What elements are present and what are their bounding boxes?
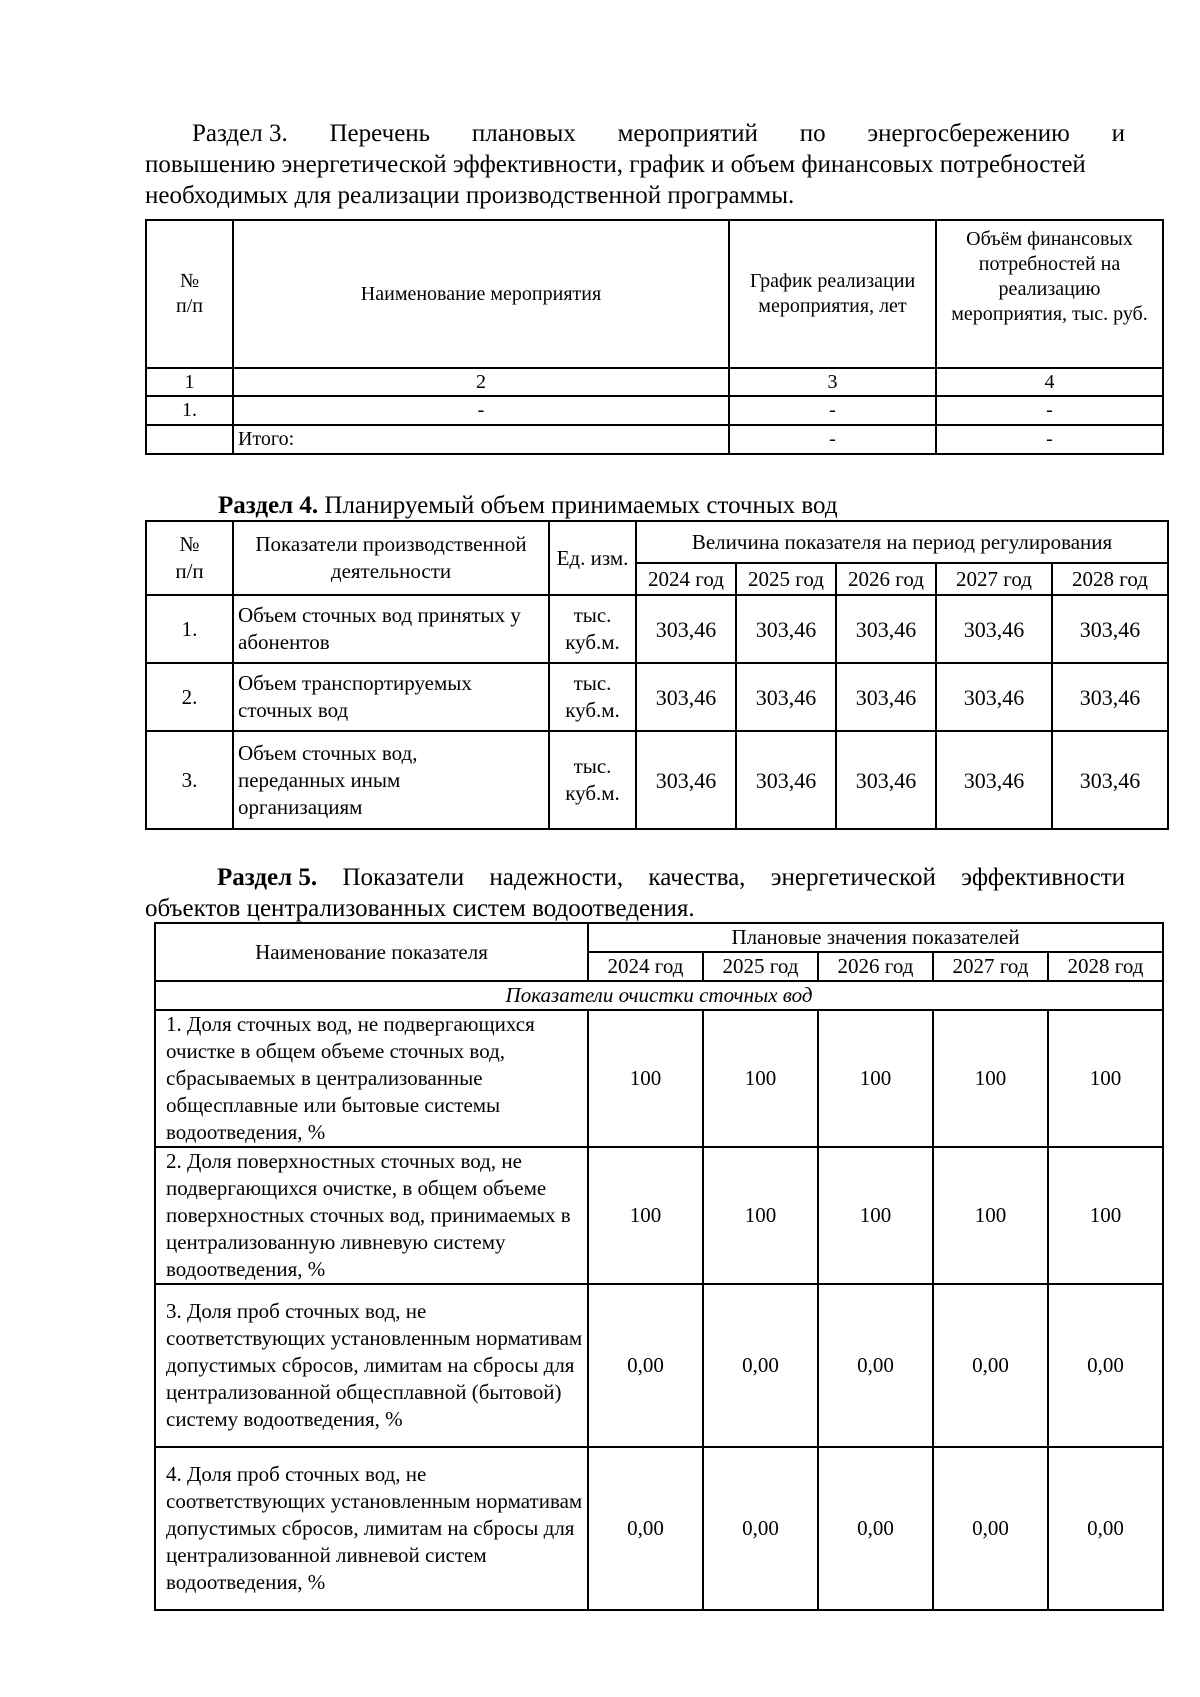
row-value: 100 — [818, 1147, 933, 1284]
header-activity-name: Наименование мероприятия — [233, 220, 729, 368]
col-number: 1 — [146, 368, 233, 396]
total-label: Итого: — [233, 425, 729, 454]
header-year: 2024 год — [588, 952, 703, 981]
row-value: 303,46 — [736, 663, 836, 731]
header-unit: Ед. изм. — [549, 521, 636, 595]
section3-table — [145, 219, 1164, 455]
total-schedule: - — [729, 425, 936, 454]
section4-label: Раздел 4. — [218, 492, 319, 519]
section3-title-word: плановых — [471, 120, 576, 147]
header-year: 2026 год — [818, 952, 933, 981]
row-value: 0,00 — [1048, 1447, 1163, 1610]
section3-title-word: энергосбережению — [867, 120, 1070, 147]
section3-title — [145, 118, 1125, 211]
header-year: 2027 год — [933, 952, 1048, 981]
row-indicator: Объем сточных вод принятых у абонентов — [233, 595, 549, 663]
row-indicator: 2. Доля поверхностных сточных вод, не подвергающихся очистке, в общем объеме поверхностных сточных вод, принимаемых в централизованную ливневую систему водоотведения, % — [155, 1147, 588, 1284]
section3-title-word: по — [799, 120, 826, 147]
section5-label: Раздел 5. — [217, 864, 318, 891]
row-indicator: 1. Доля сточных вод, не подвергающихся очистке в общем объеме сточных вод, сбрасываемых в централизованные общесплавные или бытовые системы водоотведения, % — [155, 1010, 588, 1147]
row-value: 303,46 — [1052, 663, 1168, 731]
total-row — [146, 425, 1163, 454]
row-value: 303,46 — [836, 595, 936, 663]
total-finance: - — [936, 425, 1163, 454]
header-year: 2028 год — [1048, 952, 1163, 981]
section5-title-rest: объектов централизованных систем водоотведения. — [145, 895, 695, 922]
table-row — [155, 1447, 1163, 1610]
row-value: 303,46 — [936, 731, 1052, 829]
header-year: 2026 год — [836, 563, 936, 595]
row-num: 2. — [146, 663, 233, 731]
table-row — [146, 396, 1163, 425]
row-value: 303,46 — [736, 731, 836, 829]
header-year: 2025 год — [736, 563, 836, 595]
row-value: 303,46 — [836, 663, 936, 731]
row-schedule: - — [729, 396, 936, 425]
section5-title-line1 — [145, 862, 1125, 893]
row-value: 100 — [588, 1010, 703, 1147]
row-num: 1. — [146, 595, 233, 663]
header-period: Величина показателя на период регулирования — [636, 521, 1168, 563]
row-value: 100 — [1048, 1147, 1163, 1284]
table-row — [155, 1284, 1163, 1447]
section5-table — [154, 922, 1164, 1611]
header-schedule: График реализации мероприятия, лет — [729, 220, 936, 368]
row-value: 0,00 — [588, 1447, 703, 1610]
section4-table — [145, 520, 1169, 830]
section5-title — [145, 862, 1125, 924]
row-value: 303,46 — [836, 731, 936, 829]
section3-title-word: и — [1111, 120, 1125, 147]
row-value: 0,00 — [703, 1447, 818, 1610]
header-indicator-name: Наименование показателя — [155, 923, 588, 981]
table-row — [146, 731, 1168, 829]
section5-title-word: качества, — [648, 864, 746, 891]
table-row — [146, 663, 1168, 731]
col-number: 2 — [233, 368, 729, 396]
row-indicator: 3. Доля проб сточных вод, не соответствующих установленным нормативам допустимых сбросов, лимитам на сбросы для централизованной общесплавной (бытовой) систему водоотведения, % — [155, 1284, 588, 1447]
header-num: № п/п — [146, 521, 233, 595]
row-unit: тыс. куб.м. — [549, 731, 636, 829]
col-number: 4 — [936, 368, 1163, 396]
row-value: 303,46 — [636, 595, 736, 663]
header-year: 2027 год — [936, 563, 1052, 595]
header-num: № п/п — [146, 220, 233, 368]
header-year: 2028 год — [1052, 563, 1168, 595]
row-value: 100 — [818, 1010, 933, 1147]
row-finance: - — [936, 396, 1163, 425]
row-value: 303,46 — [636, 731, 736, 829]
row-unit: тыс. куб.м. — [549, 595, 636, 663]
header-finance: Объём финансовых потребностей на реализацию мероприятия, тыс. руб. — [936, 220, 1163, 368]
table-row — [146, 595, 1168, 663]
row-activity: - — [233, 396, 729, 425]
row-num: 1. — [146, 396, 233, 425]
table-row — [155, 1147, 1163, 1284]
col-number: 3 — [729, 368, 936, 396]
row-value: 303,46 — [936, 595, 1052, 663]
row-value: 100 — [933, 1147, 1048, 1284]
row-indicator: Объем сточных вод, переданных иным организациям — [233, 731, 549, 829]
row-value: 303,46 — [736, 595, 836, 663]
row-value: 0,00 — [1048, 1284, 1163, 1447]
section5-title-word: Показатели — [342, 864, 465, 891]
section3-label: Раздел 3. — [192, 120, 288, 147]
header-year: 2024 год — [636, 563, 736, 595]
section3-title-word: мероприятий — [617, 120, 758, 147]
row-value: 100 — [933, 1010, 1048, 1147]
row-value: 0,00 — [703, 1284, 818, 1447]
row-value: 303,46 — [936, 663, 1052, 731]
header-indicator: Показатели производственной деятельности — [233, 521, 549, 595]
row-value: 100 — [588, 1147, 703, 1284]
row-unit: тыс. куб.м. — [549, 663, 636, 731]
section3-title-line1 — [145, 118, 1125, 149]
table-row — [155, 1010, 1163, 1147]
section4-title — [218, 490, 1118, 521]
row-num: 3. — [146, 731, 233, 829]
row-value: 0,00 — [818, 1447, 933, 1610]
row-value: 100 — [703, 1147, 818, 1284]
row-value: 0,00 — [933, 1284, 1048, 1447]
row-value: 100 — [1048, 1010, 1163, 1147]
header-planned: Плановые значения показателей — [588, 923, 1163, 952]
row-indicator: 4. Доля проб сточных вод, не соответствующих установленным нормативам допустимых сбросов, лимитам на сбросы для централизованной ливневой систем водоотведения, % — [155, 1447, 588, 1610]
section3-title-word: Перечень — [329, 120, 431, 147]
row-value: 100 — [703, 1010, 818, 1147]
section3-title-rest: повышению энергетической эффективности, график и объем финансовых потребностей необходимых для реализации производственной программы. — [145, 151, 1086, 209]
row-value: 0,00 — [818, 1284, 933, 1447]
row-value: 0,00 — [588, 1284, 703, 1447]
section5-title-word: энергетической — [770, 864, 936, 891]
header-year: 2025 год — [703, 952, 818, 981]
section5-title-word: эффективности — [961, 864, 1125, 891]
group-title: Показатели очистки сточных вод — [155, 981, 1163, 1010]
section5-title-word: надежности, — [489, 864, 624, 891]
row-value: 303,46 — [636, 663, 736, 731]
section4-title-text: Планируемый объем принимаемых сточных вод — [318, 492, 838, 519]
row-value: 0,00 — [933, 1447, 1048, 1610]
row-value: 303,46 — [1052, 731, 1168, 829]
row-value: 303,46 — [1052, 595, 1168, 663]
row-indicator: Объем транспортируемых сточных вод — [233, 663, 549, 731]
